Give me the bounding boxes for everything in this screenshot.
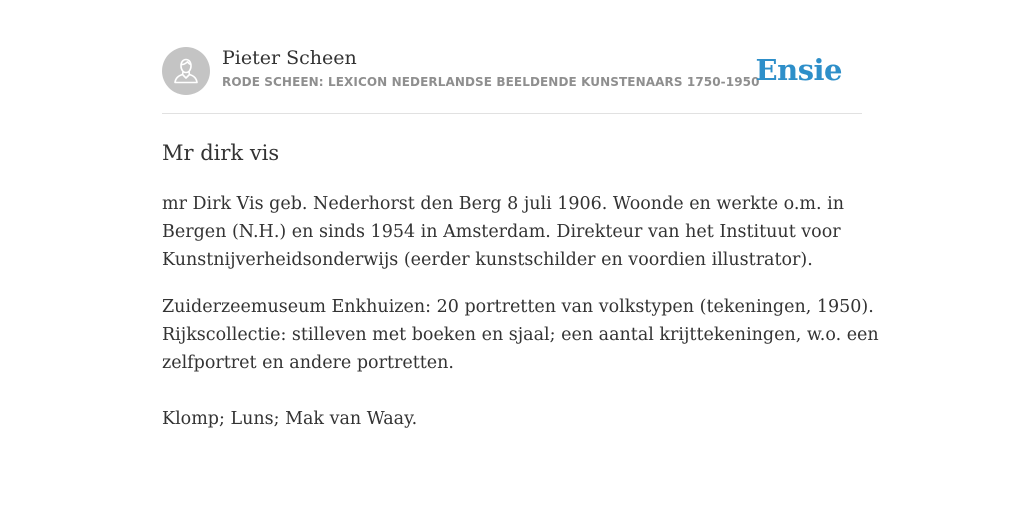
source-title[interactable]: RODE SCHEEN: LEXICON NEDERLANDSE BEELDENDE KUNSTENAARS 1750-1950 — [222, 75, 760, 89]
text-line: mr Dirk Vis geb. Nederhorst den Berg 8 juli 1906. Woonde en werkte o.m. in — [162, 194, 845, 214]
header-divider — [162, 113, 862, 114]
text-line: Zuiderzeemuseum Enkhuizen: 20 portretten van volkstypen (tekeningen, 1950). — [162, 297, 874, 317]
text-line: zelfportret en andere portretten. — [162, 353, 454, 373]
text-line: Kunstnijverheidsonderwijs (eerder kunstschilder en voordien illustrator). — [162, 250, 813, 270]
text-line: Bergen (N.H.) en sinds 1954 in Amsterdam. Direkteur van het Instituut voor — [162, 222, 841, 242]
author-avatar[interactable] — [162, 47, 210, 95]
user-icon — [162, 47, 210, 95]
author-name[interactable]: Pieter Scheen — [222, 47, 357, 69]
ensie-logo[interactable]: Ensie — [755, 53, 842, 87]
text-line: Rijkscollectie: stilleven met boeken en sjaal; een aantal krijttekeningen, w.o. een — [162, 325, 879, 345]
article-body — [162, 190, 879, 377]
article-title: Mr dirk vis — [162, 141, 280, 165]
article-header — [162, 46, 862, 96]
references: Klomp; Luns; Mak van Waay. — [162, 409, 418, 429]
paragraph-collections — [162, 293, 879, 377]
paragraph-biography — [162, 190, 862, 274]
